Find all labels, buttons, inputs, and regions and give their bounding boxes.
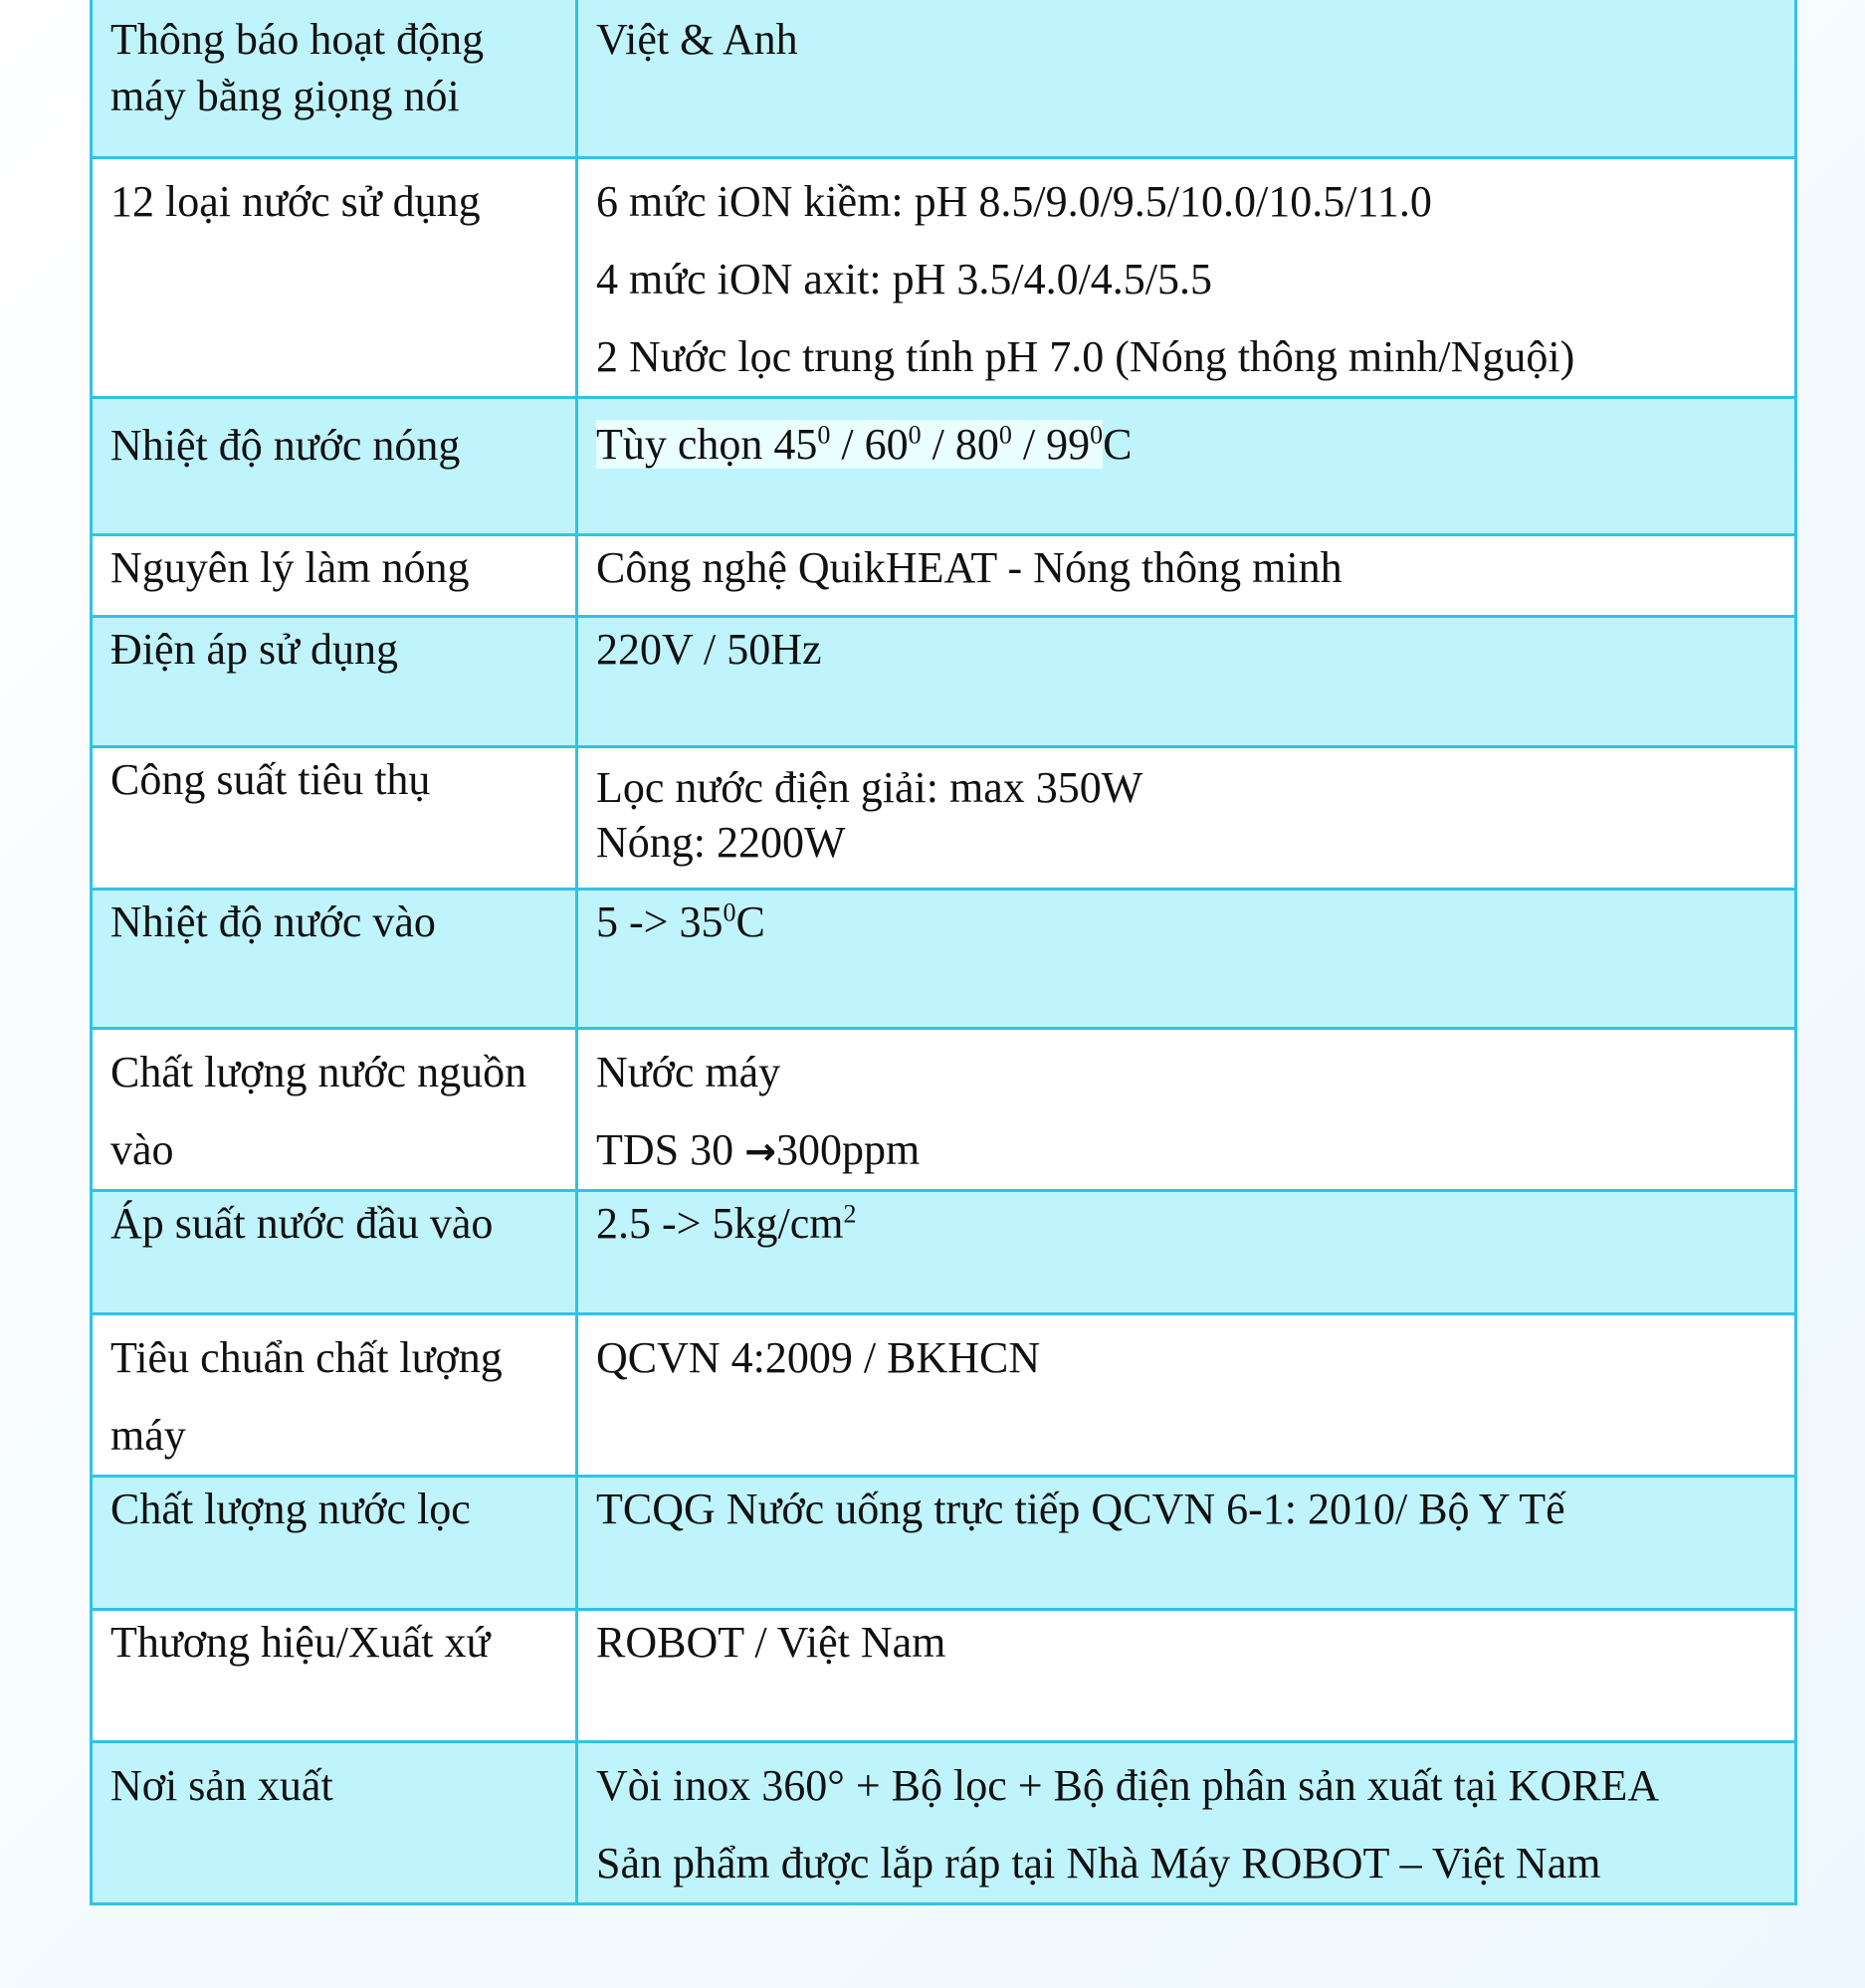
spec-table [90, 0, 1797, 1905]
table-row [92, 1477, 1796, 1610]
spec-value: $5 -> 35^0C$ [577, 890, 1796, 1029]
spec-value: ROBOT / Việt Nam [577, 1610, 1796, 1742]
spec-label: 12 loại nước sử dụng [92, 158, 577, 398]
table-row [92, 1610, 1796, 1742]
table-row [92, 747, 1796, 890]
spec-label: Nhiệt độ nước nóng [92, 398, 577, 535]
spec-label: Chất lượng nước nguồn vào [92, 1029, 577, 1191]
table-row [92, 158, 1796, 398]
spec-value: $2.5 -> 5kg/cm^2$ [577, 1191, 1796, 1314]
table-row [92, 1029, 1796, 1191]
table-row [92, 1191, 1796, 1314]
table-row [92, 398, 1796, 535]
spec-label: Nơi sản xuất [92, 1742, 577, 1904]
spec-value: Việt & Anh [577, 0, 1796, 158]
arrow-right-icon: → [744, 1129, 776, 1173]
spec-value: TCQG Nước uống trực tiếp QCVN 6-1: 2010/ Bộ Y Tế [577, 1477, 1796, 1610]
table-row [92, 1314, 1796, 1477]
spec-label: Thương hiệu/Xuất xứ [92, 1610, 577, 1742]
spec-value: Công nghệ QuikHEAT - Nóng thông minh [577, 535, 1796, 617]
spec-label: Thông báo hoạt động máy bằng giọng nói [92, 0, 577, 158]
spec-value: Nước máy TDS 30 →300ppm [577, 1029, 1796, 1191]
spec-value: Vòi inox 360° + Bộ lọc + Bộ điện phân sản xuất tại KOREA Sản phẩm được lắp ráp tại Nhà Máy ROBOT – Việt Nam [577, 1742, 1796, 1904]
spec-label: Chất lượng nước lọc [92, 1477, 577, 1610]
table-row [92, 0, 1796, 158]
spec-label: Áp suất nước đầu vào [92, 1191, 577, 1314]
spec-value: Tùy chọn $45^0 / 60^0 / 80^0 / 99^0C$ [577, 398, 1796, 535]
table-row [92, 1742, 1796, 1904]
spec-value: Lọc nước điện giải: max 350W Nóng: 2200W [577, 747, 1796, 890]
table-row [92, 535, 1796, 617]
spec-label: Nhiệt độ nước vào [92, 890, 577, 1029]
spec-label: Tiêu chuẩn chất lượng máy [92, 1314, 577, 1477]
spec-label: Điện áp sử dụng [92, 617, 577, 747]
table-row [92, 890, 1796, 1029]
spec-label: Công suất tiêu thụ [92, 747, 577, 890]
spec-label: Nguyên lý làm nóng [92, 535, 577, 617]
spec-value: 220V / 50Hz [577, 617, 1796, 747]
spec-value: QCVN 4:2009 / BKHCN [577, 1314, 1796, 1477]
spec-value: 6 mức iON kiềm: pH 8.5/9.0/9.5/10.0/10.5/11.0 4 mức iON axit: pH 3.5/4.0/4.5/5.5 2 Nước lọc trung tính pH 7.0 (Nóng thông minh/Nguội) [577, 158, 1796, 398]
table-row [92, 617, 1796, 747]
